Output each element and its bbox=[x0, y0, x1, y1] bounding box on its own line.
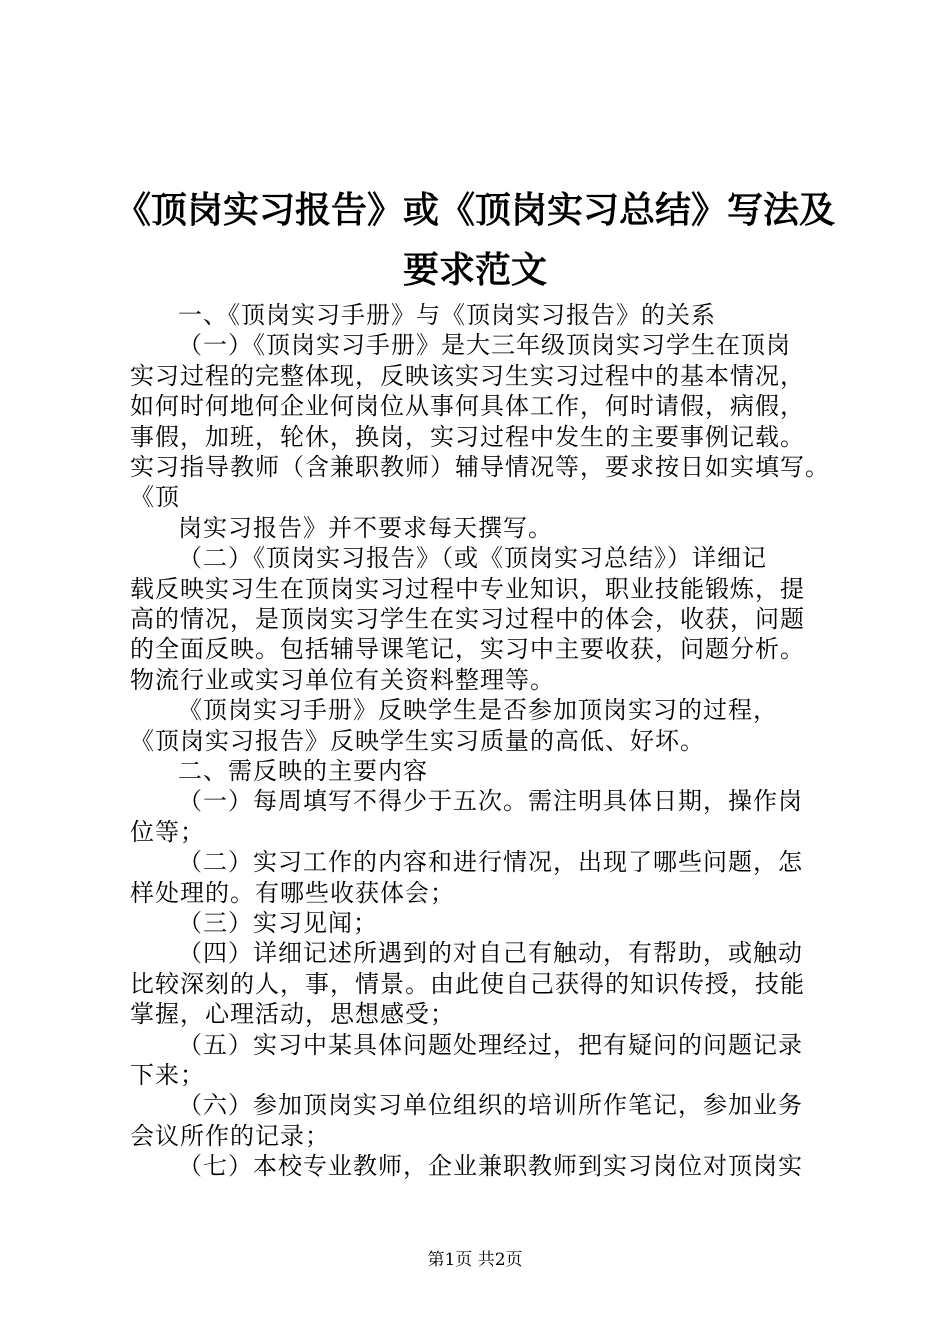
body-line: 《顶 bbox=[130, 483, 180, 511]
body-line: 的全面反映。包括辅导课笔记，实习中主要收获，问题分析。 bbox=[130, 635, 805, 663]
document-title-line-1: 《顶岗实习报告》或《顶岗实习总结》写法及 bbox=[114, 189, 835, 231]
section-heading-2: 二、需反映的主要内容 bbox=[178, 757, 428, 785]
page-footer: 第1页 共2页 bbox=[427, 1250, 523, 1270]
body-line: 实习过程的完整体现，反映该实习生实习过程中的基本情况， bbox=[130, 362, 805, 390]
body-line: 载反映实习生在顶岗实习过程中专业知识，职业技能锻炼，提 bbox=[130, 575, 805, 603]
body-line: 物流行业或实习单位有关资料整理等。 bbox=[130, 666, 555, 694]
body-line: 掌握，心理活动，思想感受； bbox=[130, 1000, 455, 1028]
body-line: 下来； bbox=[130, 1061, 205, 1089]
body-line: （六）参加顶岗实习单位组织的培训所作笔记，参加业务 bbox=[178, 1091, 803, 1119]
section-heading-1: 一、《顶岗实习手册》与《顶岗实习报告》的关系 bbox=[178, 301, 716, 329]
body-line: （二）实习工作的内容和进行情况，出现了哪些问题，怎 bbox=[178, 848, 803, 876]
body-line: 如何时何地何企业何岗位从事何具体工作，何时请假，病假， bbox=[130, 392, 805, 420]
body-line: 《顶岗实习报告》反映学生实习质量的高低、好坏。 bbox=[130, 727, 705, 755]
body-line: 高的情况，是顶岗实习学生在实习过程中的体会，收获，问题 bbox=[130, 605, 805, 633]
body-line: （七）本校专业教师，企业兼职教师到实习岗位对顶岗实 bbox=[178, 1152, 803, 1180]
body-line: （一）每周填写不得少于五次。需注明具体日期，操作岗 bbox=[178, 787, 803, 815]
body-line: 比较深刻的人，事，情景。由此使自己获得的知识传授，技能 bbox=[130, 970, 805, 998]
body-line: 岗实习报告》并不要求每天撰写。 bbox=[178, 514, 553, 542]
body-line: 《顶岗实习手册》反映学生是否参加顶岗实习的过程， bbox=[178, 696, 778, 724]
body-line: （二）《顶岗实习报告》（或《顶岗实习总结》）详细记 bbox=[178, 544, 767, 572]
body-line: （四）详细记述所遇到的对自己有触动，有帮助，或触动 bbox=[178, 939, 803, 967]
body-line: （三）实习见闻； bbox=[178, 909, 378, 937]
body-line: 事假，加班，轮休，换岗，实习过程中发生的主要事例记载。 bbox=[130, 423, 805, 451]
body-line: 位等； bbox=[130, 818, 205, 846]
body-line: （一）《顶岗实习手册》是大三年级顶岗实习学生在顶岗 bbox=[178, 331, 791, 359]
body-line: 样处理的。有哪些收获体会； bbox=[130, 879, 455, 907]
body-line: 会议所作的记录； bbox=[130, 1122, 330, 1150]
body-line: 实习指导教师（含兼职教师）辅导情况等，要求按日如实填写。 bbox=[130, 453, 830, 481]
document-title-line-2: 要求范文 bbox=[402, 249, 547, 291]
body-line: （五）实习中某具体问题处理经过，把有疑问的问题记录 bbox=[178, 1031, 803, 1059]
